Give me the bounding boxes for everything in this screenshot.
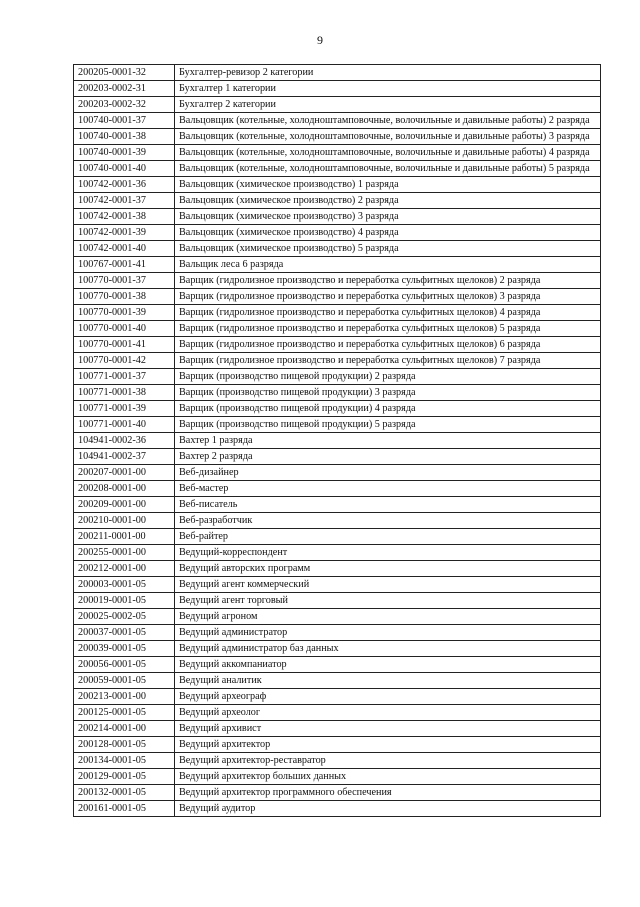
row-code: 100770-0001-41 [74, 337, 175, 353]
row-name: Ведущий аналитик [175, 673, 601, 689]
row-name: Вальцовщик (котельные, холодноштамповочные, волочильные и давильные работы) 3 разряда [175, 129, 601, 145]
table-row [74, 193, 601, 209]
table-row [74, 209, 601, 225]
table-row [74, 113, 601, 129]
row-name: Вальцовщик (химическое производство) 4 разряда [175, 225, 601, 241]
table-row [74, 369, 601, 385]
table-row [74, 769, 601, 785]
table-row [74, 625, 601, 641]
table-row [74, 129, 601, 145]
row-name: Ведущий архивист [175, 721, 601, 737]
table-row [74, 737, 601, 753]
table-row [74, 161, 601, 177]
row-name: Ведущий-корреспондент [175, 545, 601, 561]
table-row [74, 785, 601, 801]
row-code: 100770-0001-38 [74, 289, 175, 305]
table-row [74, 353, 601, 369]
row-code: 104941-0002-37 [74, 449, 175, 465]
row-code: 200125-0001-05 [74, 705, 175, 721]
row-name: Ведущий авторских программ [175, 561, 601, 577]
row-code: 200212-0001-00 [74, 561, 175, 577]
row-code: 200203-0002-32 [74, 97, 175, 113]
row-name: Вахтер 2 разряда [175, 449, 601, 465]
table-row [74, 465, 601, 481]
table-row [74, 273, 601, 289]
row-name: Ведущий аудитор [175, 801, 601, 817]
row-code: 100742-0001-36 [74, 177, 175, 193]
row-name: Веб-дизайнер [175, 465, 601, 481]
row-code: 100770-0001-42 [74, 353, 175, 369]
row-name: Вальщик леса 6 разряда [175, 257, 601, 273]
row-code: 100742-0001-39 [74, 225, 175, 241]
table-row [74, 145, 601, 161]
row-name: Ведущий архитектор-реставратор [175, 753, 601, 769]
table-row [74, 177, 601, 193]
row-name: Ведущий архитектор больших данных [175, 769, 601, 785]
row-code: 100771-0001-38 [74, 385, 175, 401]
row-name: Вальцовщик (химическое производство) 5 разряда [175, 241, 601, 257]
row-code: 100771-0001-40 [74, 417, 175, 433]
row-name: Вальцовщик (котельные, холодноштамповочные, волочильные и давильные работы) 4 разряда [175, 145, 601, 161]
table-row [74, 433, 601, 449]
row-name: Варщик (гидролизное производство и переработка сульфитных щелоков) 7 разряда [175, 353, 601, 369]
table-row [74, 657, 601, 673]
row-name: Вальцовщик (химическое производство) 3 разряда [175, 209, 601, 225]
row-code: 100742-0001-40 [74, 241, 175, 257]
table-row [74, 449, 601, 465]
table-row [74, 321, 601, 337]
row-code: 100771-0001-37 [74, 369, 175, 385]
row-name: Ведущий археограф [175, 689, 601, 705]
table-row [74, 289, 601, 305]
row-name: Бухгалтер 2 категории [175, 97, 601, 113]
row-code: 200209-0001-00 [74, 497, 175, 513]
table-row [74, 593, 601, 609]
row-name: Варщик (гидролизное производство и переработка сульфитных щелоков) 4 разряда [175, 305, 601, 321]
table-row [74, 529, 601, 545]
table-row [74, 721, 601, 737]
table-row [74, 705, 601, 721]
table-row [74, 753, 601, 769]
row-name: Веб-писатель [175, 497, 601, 513]
row-name: Ведущий администратор баз данных [175, 641, 601, 657]
row-code: 100740-0001-40 [74, 161, 175, 177]
row-name: Вальцовщик (химическое производство) 1 разряда [175, 177, 601, 193]
table-row [74, 337, 601, 353]
row-code: 200037-0001-05 [74, 625, 175, 641]
table-row [74, 689, 601, 705]
row-code: 100742-0001-38 [74, 209, 175, 225]
row-code: 200056-0001-05 [74, 657, 175, 673]
row-name: Вальцовщик (котельные, холодноштамповочные, волочильные и давильные работы) 5 разряда [175, 161, 601, 177]
table-row [74, 225, 601, 241]
row-name: Варщик (гидролизное производство и переработка сульфитных щелоков) 3 разряда [175, 289, 601, 305]
row-name: Варщик (гидролизное производство и переработка сульфитных щелоков) 6 разряда [175, 337, 601, 353]
table-row [74, 97, 601, 113]
row-name: Вальцовщик (химическое производство) 2 разряда [175, 193, 601, 209]
row-code: 200039-0001-05 [74, 641, 175, 657]
table-row [74, 497, 601, 513]
row-code: 100740-0001-39 [74, 145, 175, 161]
occupation-codes-table [73, 64, 601, 817]
table-row [74, 401, 601, 417]
row-code: 200208-0001-00 [74, 481, 175, 497]
row-name: Варщик (производство пищевой продукции) 3 разряда [175, 385, 601, 401]
row-name: Варщик (производство пищевой продукции) 2 разряда [175, 369, 601, 385]
table-row [74, 385, 601, 401]
row-code: 200129-0001-05 [74, 769, 175, 785]
table-row [74, 241, 601, 257]
row-name: Ведущий археолог [175, 705, 601, 721]
row-name: Ведущий агент коммерческий [175, 577, 601, 593]
row-code: 200211-0001-00 [74, 529, 175, 545]
table-row [74, 641, 601, 657]
row-code: 200003-0001-05 [74, 577, 175, 593]
row-name: Вальцовщик (котельные, холодноштамповочные, волочильные и давильные работы) 2 разряда [175, 113, 601, 129]
table-row [74, 417, 601, 433]
row-code: 104941-0002-36 [74, 433, 175, 449]
row-name: Ведущий администратор [175, 625, 601, 641]
row-name: Ведущий аккомпаниатор [175, 657, 601, 673]
row-name: Варщик (производство пищевой продукции) 4 разряда [175, 401, 601, 417]
table-row [74, 65, 601, 81]
table-row [74, 257, 601, 273]
row-code: 200059-0001-05 [74, 673, 175, 689]
row-code: 200210-0001-00 [74, 513, 175, 529]
row-code: 100740-0001-37 [74, 113, 175, 129]
row-name: Веб-райтер [175, 529, 601, 545]
row-code: 100742-0001-37 [74, 193, 175, 209]
row-code: 200019-0001-05 [74, 593, 175, 609]
row-code: 100770-0001-37 [74, 273, 175, 289]
table-row [74, 513, 601, 529]
page-number: 9 [317, 33, 323, 47]
row-code: 200134-0001-05 [74, 753, 175, 769]
row-code: 100740-0001-38 [74, 129, 175, 145]
row-name: Бухгалтер-ревизор 2 категории [175, 65, 601, 81]
table-row [74, 577, 601, 593]
table-row [74, 305, 601, 321]
row-name: Ведущий агроном [175, 609, 601, 625]
row-code: 200203-0002-31 [74, 81, 175, 97]
row-code: 200025-0002-05 [74, 609, 175, 625]
row-code: 200207-0001-00 [74, 465, 175, 481]
row-name: Веб-мастер [175, 481, 601, 497]
row-name: Варщик (производство пищевой продукции) 5 разряда [175, 417, 601, 433]
table-body [74, 65, 601, 817]
row-name: Веб-разработчик [175, 513, 601, 529]
row-code: 200132-0001-05 [74, 785, 175, 801]
row-name: Ведущий агент торговый [175, 593, 601, 609]
row-name: Варщик (гидролизное производство и переработка сульфитных щелоков) 2 разряда [175, 273, 601, 289]
row-code: 100771-0001-39 [74, 401, 175, 417]
row-code: 200213-0001-00 [74, 689, 175, 705]
row-code: 200128-0001-05 [74, 737, 175, 753]
row-code: 100770-0001-39 [74, 305, 175, 321]
row-code: 200255-0001-00 [74, 545, 175, 561]
row-name: Бухгалтер 1 категории [175, 81, 601, 97]
row-code: 200205-0001-32 [74, 65, 175, 81]
row-code: 200214-0001-00 [74, 721, 175, 737]
row-name: Варщик (гидролизное производство и переработка сульфитных щелоков) 5 разряда [175, 321, 601, 337]
table-row [74, 561, 601, 577]
table-row [74, 801, 601, 817]
row-code: 200161-0001-05 [74, 801, 175, 817]
table-row [74, 609, 601, 625]
row-name: Вахтер 1 разряда [175, 433, 601, 449]
table-row [74, 481, 601, 497]
table-row [74, 545, 601, 561]
row-code: 100770-0001-40 [74, 321, 175, 337]
row-name: Ведущий архитектор [175, 737, 601, 753]
row-name: Ведущий архитектор программного обеспечения [175, 785, 601, 801]
table-row [74, 81, 601, 97]
row-code: 100767-0001-41 [74, 257, 175, 273]
table-row [74, 673, 601, 689]
